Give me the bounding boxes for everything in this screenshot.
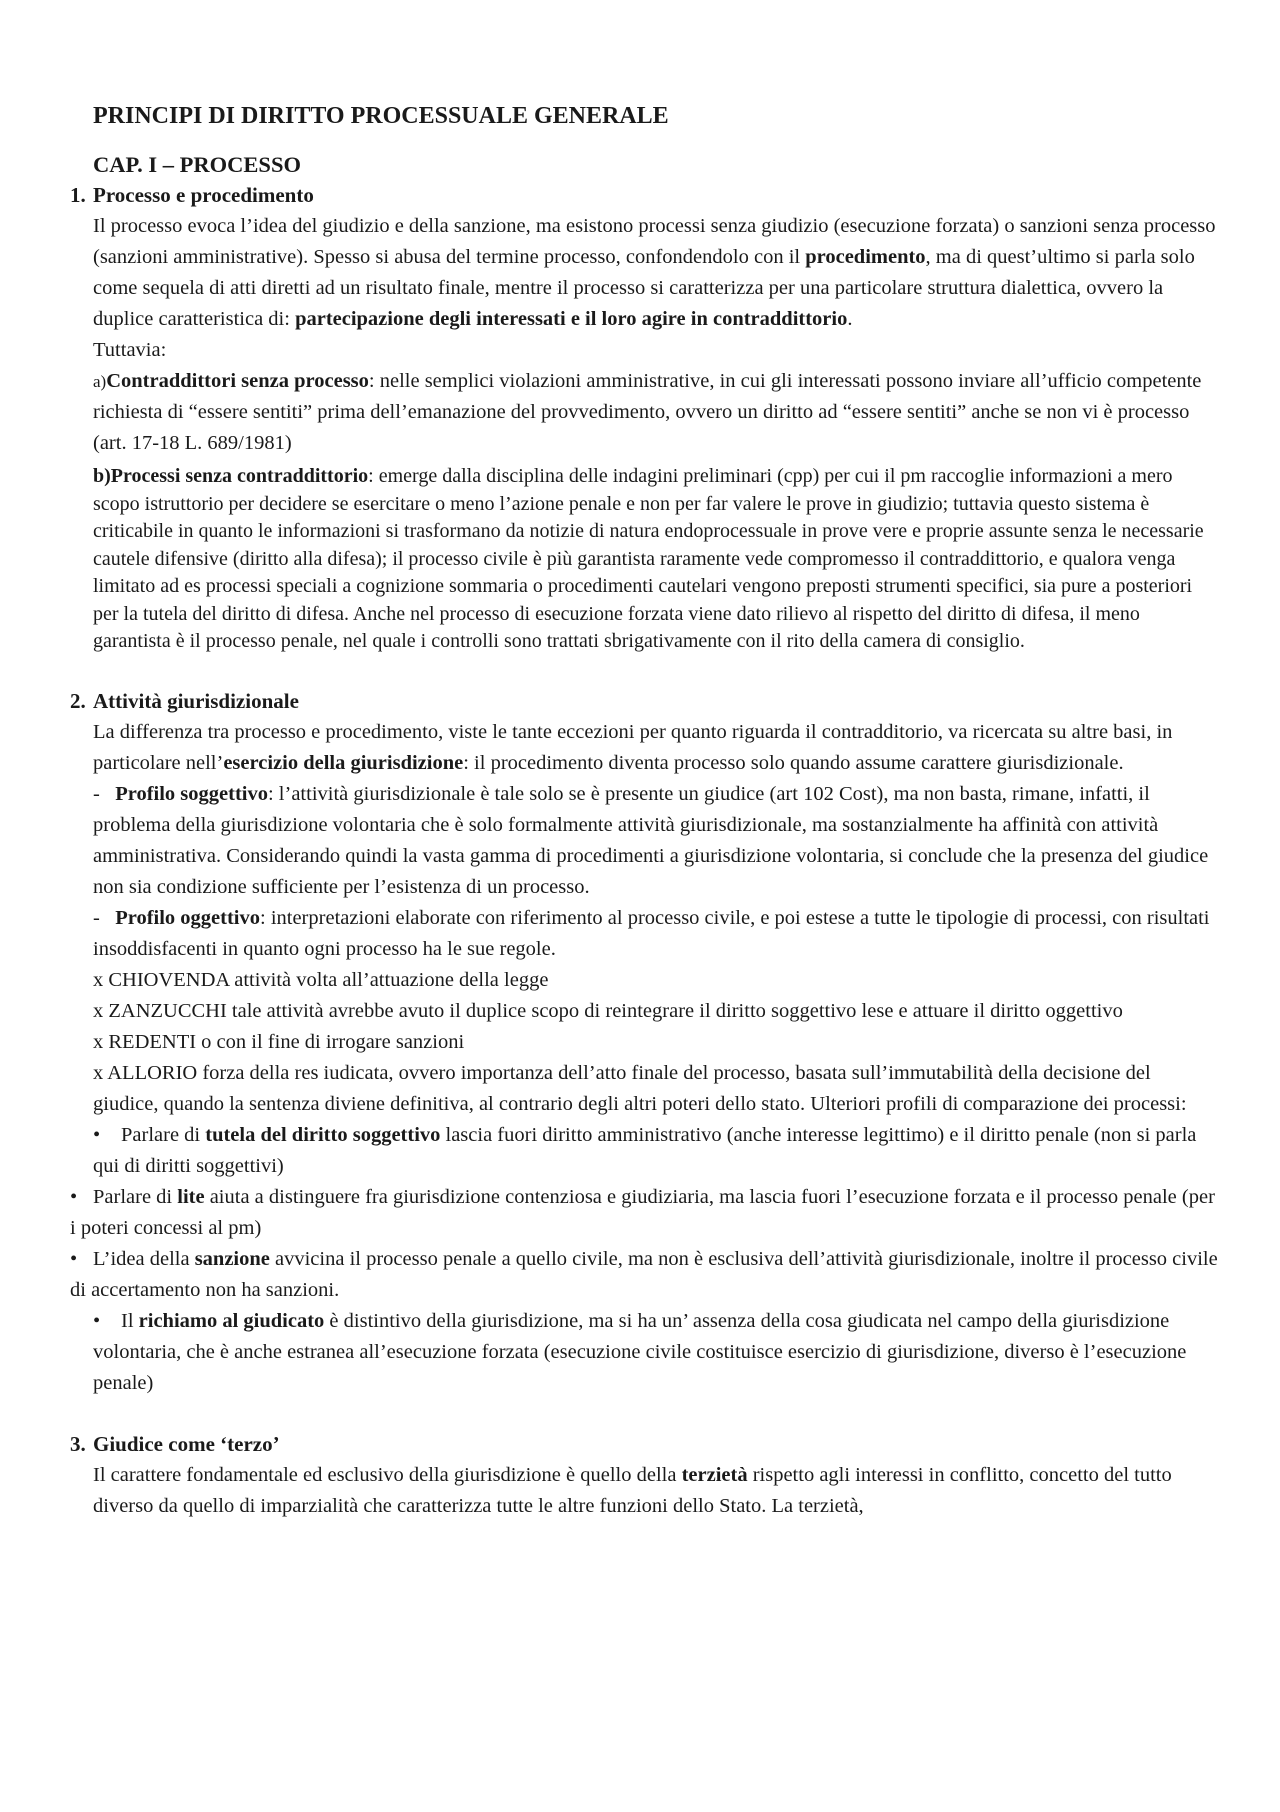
section-number: 1. [70, 183, 86, 207]
text-run: avvicina il processo penale a quello civile, ma non è esclusiva dell’attività giurisdizionale, inoltre il processo civile di accertamento non ha sanzioni. [70, 1247, 1218, 1301]
bullet-marker: • [70, 1185, 78, 1208]
bold-term: tutela del diritto soggettivo [205, 1123, 441, 1146]
item-label: a) [93, 372, 107, 391]
text-run: , ma di quest’ultimo si parla solo come sequela di atti diretti ad un risultato finale, mentre il processo si caratterizza per una particolare struttura dialettica, ovvero la duplice caratteristica di: [93, 246, 1195, 330]
x-item: x CHIOVENDA attività volta all’attuazione della legge [93, 968, 549, 991]
list-item-a [93, 366, 1220, 459]
bold-term: lite [177, 1185, 205, 1208]
x-item: x ALLORIO forza della res iudicata, ovvero importanza dell’atto finale del processo, basata sull’immutabilità della decisione del giudice, quando la sentenza diviene definitiva, al contrario degli altri poteri dello stato. Ulteriori profili di comparazione dei processi: [93, 1061, 1187, 1115]
text-run: Il processo evoca l’idea del giudizio e della sanzione, ma esistono processi senza giudizio (esecuzione forzata) o sanzioni senza processo (sanzioni amministrative). Spesso si abusa del termine processo, confondendolo con il [93, 215, 1216, 268]
text-run: è distintivo della giurisdizione, ma si ha un’ assenza della cosa giudicata nel campo della giurisdizione volontaria, che è anche estranea all’esecuzione forzata (esecuzione civile costituisce esercizio di giurisdizione, diverso è l’esecuzione penale) [93, 1309, 1187, 1394]
paragraph [93, 211, 1220, 335]
section-heading-text: Attività giurisdizionale [93, 688, 299, 713]
dash-marker: - [93, 782, 100, 805]
document-title: PRINCIPI DI DIRITTO PROCESSUALE GENERALE [93, 103, 669, 129]
text-run: Il [121, 1309, 139, 1332]
text-run: L’idea della [93, 1247, 195, 1270]
bold-term: Profilo soggettivo [115, 782, 268, 805]
bold-term: richiamo al giudicato [138, 1309, 325, 1332]
text-run: . [847, 308, 853, 330]
text-run: : il procedimento diventa processo solo quando assume carattere giurisdizionale. [463, 751, 1124, 774]
bullet-item [70, 1244, 1220, 1306]
bullet-marker: • [93, 1309, 101, 1332]
dash-marker: - [93, 906, 100, 929]
section-number: 2. [70, 688, 86, 713]
bullet-item [93, 1120, 1220, 1182]
x-item: x ZANZUCCHI tale attività avrebbe avuto il duplice scopo di reintegrare il diritto soggettivo lese e attuare il diritto oggettivo [93, 999, 1123, 1022]
bold-term: Contraddittori senza processo [106, 370, 369, 392]
dash-item [93, 903, 1220, 965]
bullet-marker: • [93, 1123, 101, 1146]
chapter-title: CAP. I – PROCESSO [93, 152, 301, 177]
section-1-heading [70, 180, 1220, 211]
bold-term: procedimento [805, 246, 926, 268]
list-item-b [93, 463, 1220, 656]
paragraph: Tuttavia: [93, 339, 167, 361]
section-2-heading [70, 686, 1220, 717]
bold-term: partecipazione degli interessati e il loro agire in contraddittorio [295, 308, 848, 330]
text-run: : nelle semplici violazioni amministrative, in cui gli interessati possono inviare all’ufficio competente richiesta di “essere sentiti” prima dell’emanazione del provvedimento, ovvero un diritto ad “essere sentiti” anche se non vi è processo (art. 17-18 L. 689/1981) [93, 370, 1202, 454]
paragraph [93, 1460, 1220, 1522]
section-heading-text: Processo e procedimento [93, 183, 314, 207]
text-run: Il carattere fondamentale ed esclusivo della giurisdizione è quello della [93, 1463, 682, 1486]
bold-term: terzietà [681, 1463, 748, 1486]
text-run: : interpretazioni elaborate con riferimento al processo civile, e poi estese a tutte le tipologie di processi, con risultati insoddisfacenti in quanto ogni processo ha le sue regole. [93, 906, 1210, 960]
bullet-item [93, 1306, 1220, 1399]
section-heading-text: Giudice come ‘terzo’ [93, 1431, 280, 1456]
bold-term: sanzione [194, 1247, 270, 1270]
text-run: Parlare di [121, 1123, 206, 1146]
bold-term: esercizio della giurisdizione [223, 751, 464, 774]
bold-term: b)Processi senza contraddittorio [93, 465, 369, 487]
text-run: La differenza tra processo e procedimento, viste le tante eccezioni per quanto riguarda il contradditorio, va ricercata su altre basi, in particolare nell’ [93, 720, 1173, 774]
text-run: aiuta a distinguere fra giurisdizione contenziosa e giudiziaria, ma lascia fuori l’esecuzione forzata e il processo penale (per i poteri concessi al pm) [70, 1185, 1215, 1239]
text-run: Parlare di [93, 1185, 178, 1208]
paragraph [93, 717, 1220, 779]
section-number: 3. [70, 1431, 86, 1456]
document-page [70, 100, 1220, 1522]
text-run: rispetto agli interessi in conflitto, concetto del tutto diverso da quello di imparzialità che caratterizza tutte le altre funzioni dello Stato. La terzietà, [93, 1463, 1172, 1517]
bold-term: Profilo oggettivo [115, 906, 260, 929]
bullet-item [70, 1182, 1220, 1244]
section-3-heading [70, 1429, 1220, 1460]
dash-item [93, 779, 1220, 903]
text-run: lascia fuori diritto amministrativo (anche interesse legittimo) e il diritto penale (non si parla qui di diritti soggettivi) [93, 1123, 1197, 1177]
bullet-marker: • [70, 1247, 78, 1270]
x-item: x REDENTI o con il fine di irrogare sanzioni [93, 1030, 465, 1053]
text-run: : l’attività giurisdizionale è tale solo se è presente un giudice (art 102 Cost), ma non basta, rimane, infatti, il problema della giurisdizione volontaria che è solo formalmente attività giurisdizionale, ma sostanzialmente ha affinità con attività amministrativa. Considerando quindi la vasta gamma di procedimenti a giurisdizione volontaria, si conclude che la presenza del giudice non sia condizione sufficiente per l’esistenza di un processo. [93, 782, 1209, 898]
text-run: : emerge dalla disciplina delle indagini preliminari (cpp) per cui il pm raccoglie informazioni a mero scopo istruttorio per decidere se esercitare o meno l’azione penale e non per far valere le prove in giudizio; tuttavia questo sistema è criticabile in quanto le informazioni si trasformano da notizie di natura endoprocessuale in prove vere e proprie assunte senza le necessarie cautele difensive (diritto alla difesa); il processo civile è più garantista raramente vede compromesso il contraddittorio, e qualora venga limitato ad es processi speciali a cognizione sommaria o procedimenti cautelari vengono preposti strumenti specifici, sia pure a posteriori per la tutela del diritto di difesa. Anche nel processo di esecuzione forzata viene dato rilievo al rispetto del diritto di difesa, il meno garantista è il processo penale, nel quale i controlli sono trattati sbrigativamente con il rito della camera di consiglio. [93, 465, 1204, 652]
